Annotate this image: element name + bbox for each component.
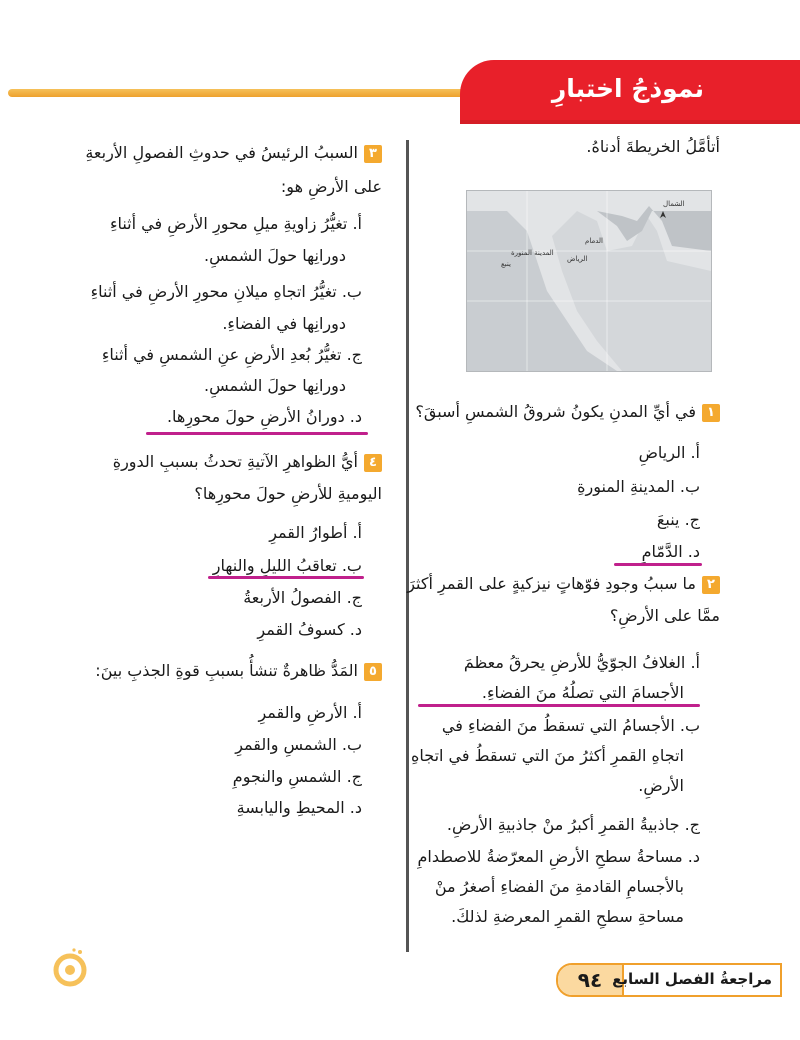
answer-underline-q3 [146, 432, 368, 435]
q2-option-b-cont: اتجاهِ القمرِ أكثرُ منَ التي تسقطُ في اتجاهِ [410, 746, 684, 765]
answer-underline-q2 [418, 704, 700, 707]
question-text: السببُ الرئيسُ في حدوثِ الفصولِ الأربعةِ [85, 143, 358, 162]
right-column [390, 0, 720, 1040]
q2-option-a: أ. الغلافُ الجوّيُّ للأرضِ يحرقُ معظمَ [463, 653, 700, 672]
question-text: المَدُّ ظاهرةٌ تنشأُ بسببِ قوةِ الجذبِ بينَ: [95, 661, 358, 680]
q2-option-c: ج. جاذبيةُ القمرِ أكبرُ منْ جاذبيةِ الأرضِ. [446, 815, 700, 834]
question-3-cont: على الأرضِ هو: [280, 177, 382, 196]
q3-option-a-cont: دورانِها حولَ الشمسِ. [203, 246, 346, 265]
question-4-cont: اليوميةِ للأرضِ حولَ محورِها؟ [194, 484, 382, 503]
map-label-north: الشمال [663, 200, 685, 208]
q5-option-a: أ. الأرضِ والقمرِ [258, 703, 362, 722]
question-5 [95, 661, 382, 681]
q1-option-b: ب. المدينةِ المنورةِ [577, 477, 700, 496]
map-graphic [467, 191, 711, 371]
q1-option-c: ج. ينبعَ [656, 510, 700, 529]
question-1 [415, 402, 720, 422]
question-text: أيُّ الظواهرِ الآتيةِ تحدثُ بسببِ الدورةِ [112, 452, 358, 471]
footer-page-label [556, 963, 782, 997]
q3-option-b: ب. تغيُّرُ اتجاهِ ميلانِ محورِ الأرضِ في أثناءِ [90, 282, 362, 301]
q3-option-c-cont: دورانِها حولَ الشمسِ. [203, 376, 346, 395]
q1-option-a: أ. الرياضِ [638, 443, 700, 462]
left-column [47, 0, 382, 1040]
question-number: ٥ [364, 663, 382, 681]
question-2 [407, 574, 720, 594]
question-3 [85, 143, 382, 163]
map-label-dammam: الدمام [585, 237, 603, 245]
question-4 [113, 452, 382, 472]
q1-option-d: د. الدَّمّامِ [641, 542, 700, 561]
q5-option-c: ج. الشمسِ والنجومِ [232, 767, 362, 786]
publisher-logo-icon [50, 944, 90, 992]
q2-option-d-cont: مساحةِ سطحِ القمرِ المعرضةِ لذلكَ. [451, 907, 684, 926]
question-number: ١ [702, 404, 720, 422]
chapter-review-label: مراجعةُ الفصل السابع [612, 970, 772, 988]
q2-option-a-cont: الأجسامَ التي تصلُهُ منَ الفضاءِ. [481, 683, 684, 702]
q2-option-d: د. مساحةُ سطحِ الأرضِ المعرّضةُ للاصطدامِ [417, 847, 700, 866]
q3-option-d: د. دورانُ الأرضِ حولَ محورِها. [166, 407, 362, 426]
map-label-yanbu: ينبع [501, 260, 511, 268]
q2-option-d-cont: بالأجسامِ القادمةِ منَ الفضاءِ أصغرُ منْ [434, 877, 684, 896]
q3-option-c: ج. تغيُّرُ بُعدِ الأرضِ عنِ الشمسِ في أثناءِ [101, 345, 362, 364]
map-label-madinah: المدينة المنورة [511, 249, 554, 257]
q4-option-c: ج. الفصولُ الأربعةُ [243, 588, 362, 607]
q5-option-b: ب. الشمسِ والقمرِ [235, 735, 362, 754]
question-number: ٢ [702, 576, 720, 594]
question-number: ٤ [364, 454, 382, 472]
q3-option-a: أ. تغيُّرُ زاويةِ ميلِ محورِ الأرضِ في أثناءِ [109, 214, 362, 233]
question-number: ٣ [364, 145, 382, 163]
q4-option-d: د. كسوفُ القمرِ [257, 620, 362, 639]
q5-option-d: د. المحيطِ واليابسةِ [236, 798, 362, 817]
answer-underline-q4 [208, 576, 364, 579]
q2-option-b: ب. الأجسامُ التي تسقطُ منَ الفضاءِ في [441, 716, 700, 735]
q2-option-b-cont: الأرضِ. [638, 776, 684, 795]
page-title: نموذجُ اختبارِ [551, 74, 704, 103]
q4-option-b: ب. تعاقبُ الليلِ والنهارِ [212, 556, 362, 575]
map-label-riyadh: الرياض [567, 255, 588, 263]
map-image [466, 190, 712, 372]
answer-underline-q1 [614, 563, 702, 566]
intro-text: أتأمَّلُ الخريطةَ أدناهُ. [586, 137, 720, 156]
question-text: ما سببُ وجودِ فوّهاتٍ نيزكيةٍ على القمرِ أكثرَ [407, 574, 696, 593]
q4-option-a: أ. أطوارُ القمرِ [269, 523, 362, 542]
q3-option-b-cont: دورانِها في الفضاءِ. [222, 314, 346, 333]
question-2-cont: ممَّا على الأرضِ؟ [609, 606, 720, 625]
question-text: في أيِّ المدنِ يكونُ شروقُ الشمسِ أسبقَ؟ [415, 402, 696, 421]
page-number: ٩٤ [558, 965, 624, 995]
